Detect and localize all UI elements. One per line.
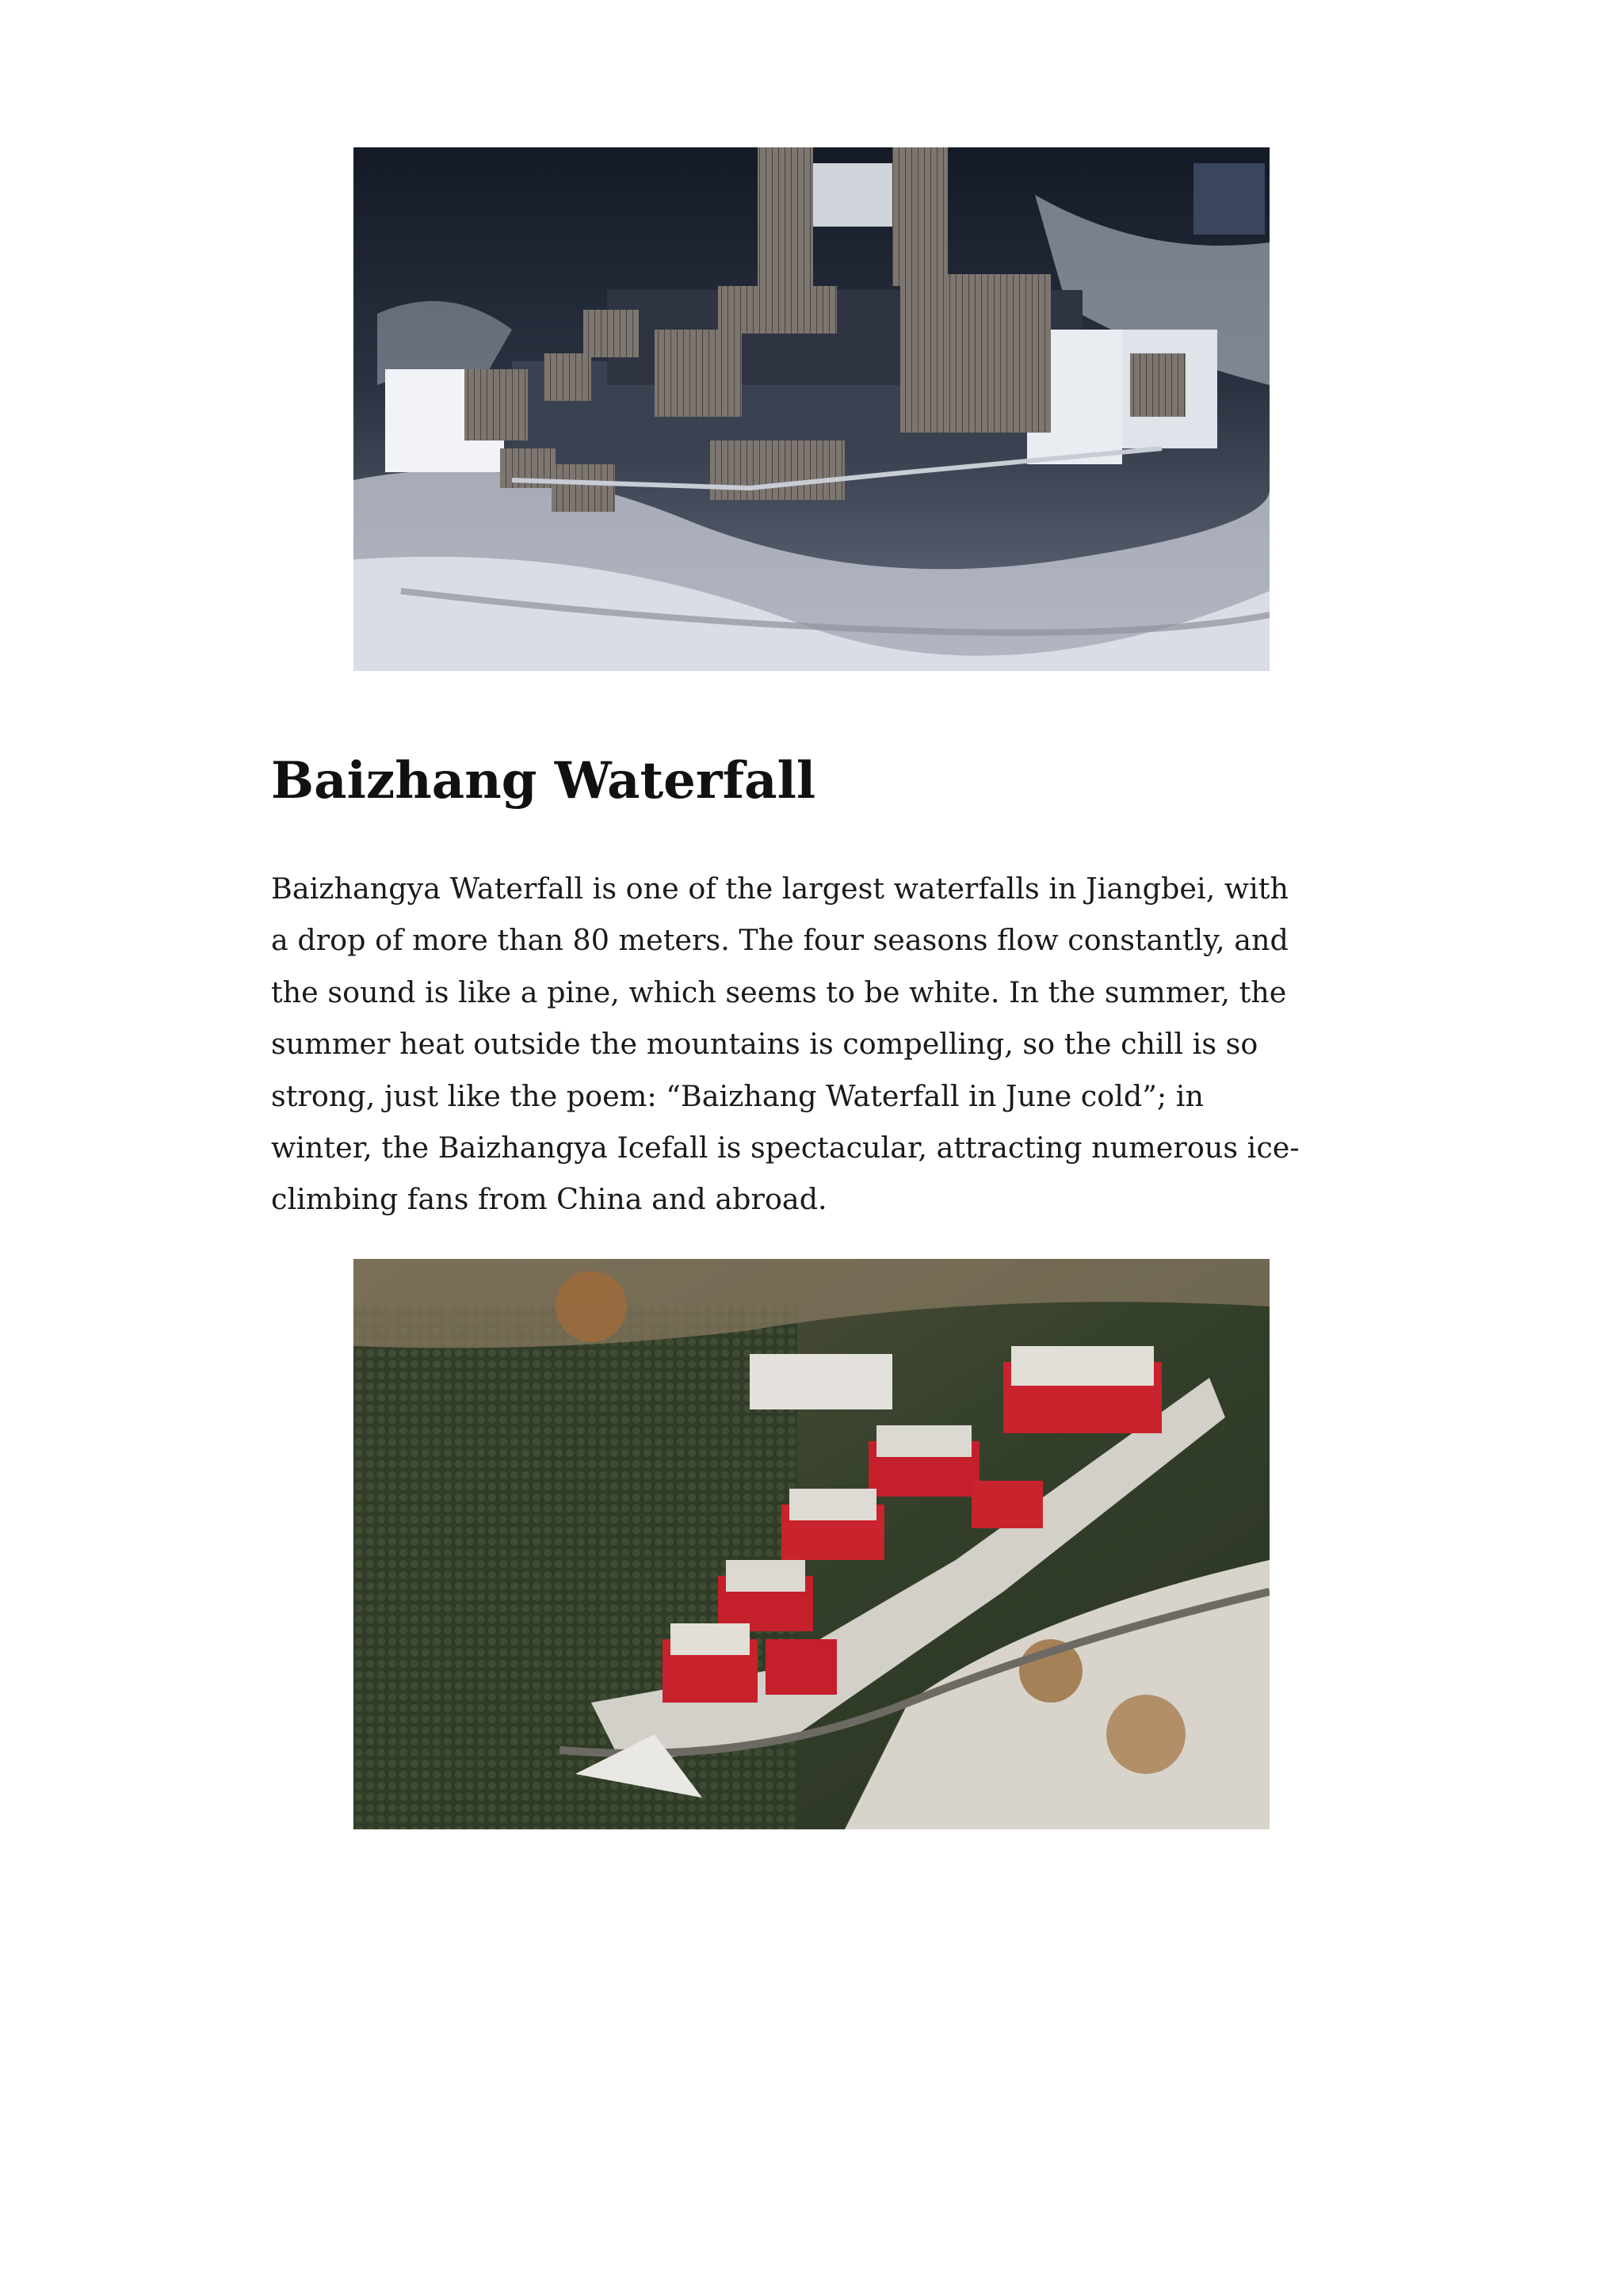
article-heading: Baizhang Waterfall [271,751,816,810]
paragraph-line: the sound is like a pine, which seems to be white. In the summer, the [271,974,1287,1009]
article-paragraph [271,863,1354,1226]
red-temple-hillside-illustration [353,1259,1270,1829]
paragraph-line: climbing fans from China and abroad. [271,1182,827,1217]
temple-snow-aerial-photo [353,147,1270,671]
paragraph-line: strong, just like the poem: “Baizhang Waterfall in June cold”; in [271,1078,1204,1113]
paragraph-line: summer heat outside the mountains is compelling, so the chill is so [271,1027,1258,1062]
temple-snow-aerial-illustration [353,147,1270,671]
red-temple-hillside-photo [353,1259,1270,1829]
paragraph-line: a drop of more than 80 meters. The four seasons flow constantly, and [271,923,1289,958]
paragraph-line: winter, the Baizhangya Icefall is spectacular, attracting numerous ice- [271,1131,1300,1165]
paragraph-line: Baizhangya Waterfall is one of the largest waterfalls in Jiangbei, with [271,871,1289,906]
